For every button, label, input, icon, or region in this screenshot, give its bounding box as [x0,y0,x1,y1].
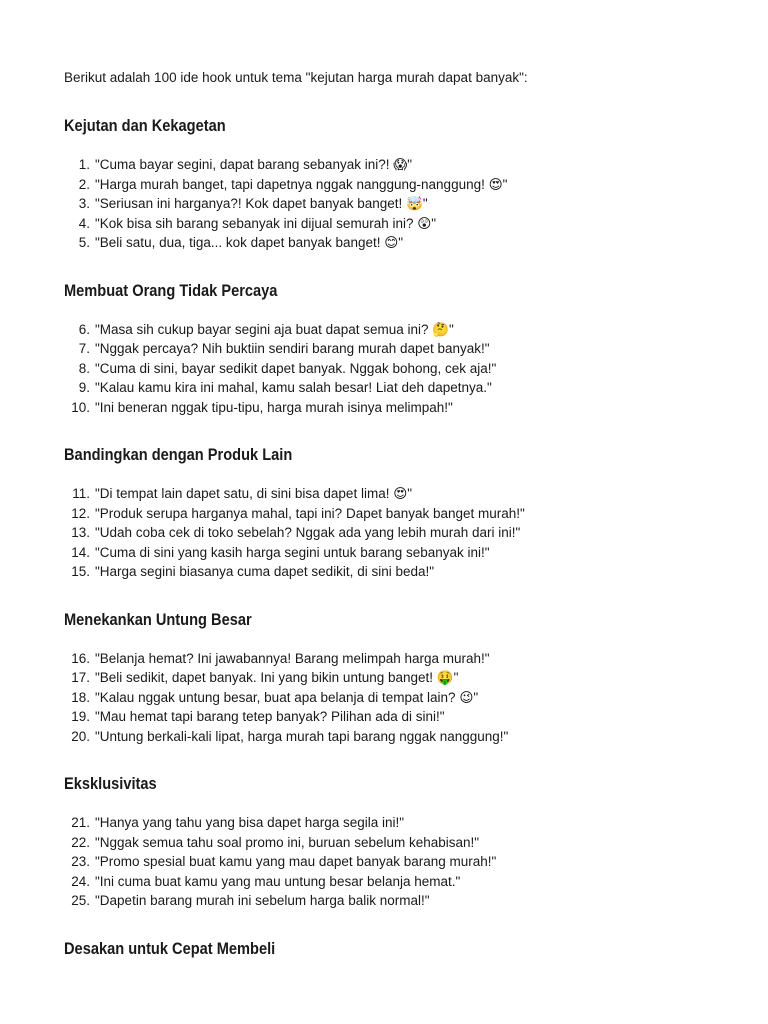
section-heading: Desakan untuk Cepat Membeli [64,938,276,958]
list-item-text: "Nggak percaya? Nih buktiin sendiri barang murah dapet banyak!" [95,341,490,356]
list-item-number: 21. [71,815,90,830]
list-item [64,484,724,504]
hook-list [64,484,724,582]
list-item-text: "Nggak semua tahu soal promo ini, buruan sebelum kehabisan!" [95,834,480,850]
list-item [64,891,724,911]
list-item [64,339,724,359]
list-item [64,543,724,563]
list-item-text: "Kok bisa sih barang sebanyak ini dijual semurah ini? 😲" [95,215,437,231]
list-item [64,707,724,727]
section-heading: Membuat Orang Tidak Percaya [64,280,278,300]
list-item-text: "Masa sih cukup bayar segini aja buat dapat semua ini? 🤔" [95,321,454,337]
list-item-text: "Harga murah banget, tapi dapetnya nggak nanggung-nanggung! 😍" [95,176,508,192]
section-heading: Bandingkan dengan Produk Lain [64,445,293,464]
list-item-number: 20. [71,728,90,744]
list-item [64,852,724,872]
list-item-number: 25. [71,893,90,908]
list-item-text: "Seriusan ini harganya?! Kok dapet banyak banget! 🤯" [95,196,428,211]
section-heading: Eksklusivitas [64,774,157,793]
list-item-text: "Beli sedikit, dapet banyak. Ini yang bikin untung banget! 🤑" [95,670,459,685]
list-item-text: "Kalau nggak untung besar, buat apa belanja di tempat lain? 😉" [95,689,479,705]
list-item-text: "Cuma di sini yang kasih harga segini untuk barang sebanyak ini!" [95,544,490,560]
list-item-text: "Beli satu, dua, tiga... kok dapet banyak banget! 😊" [95,235,404,250]
section [64,280,724,418]
list-item-number: 12. [71,505,90,521]
list-item [64,872,724,892]
section [64,444,724,582]
list-item-number: 24. [71,873,90,889]
list-item-text: "Di tempat lain dapet satu, di sini bisa dapet lima! 😍" [95,486,413,501]
list-item-number: 13. [71,525,90,540]
hook-list [64,813,724,911]
list-item [64,359,724,379]
list-item-number: 10. [71,399,90,415]
list-item-text: "Ini cuma buat kamu yang mau untung besar belanja hemat." [95,873,461,889]
hook-list [64,649,724,747]
section [64,773,724,911]
list-item-text: "Mau hemat tapi barang tetep banyak? Pilihan ada di sini!" [95,709,445,724]
list-item-number: 6. [78,321,90,337]
hook-list [64,155,724,253]
intro-text: Berikut adalah 100 ide hook untuk tema "kejutan harga murah dapat banyak": [64,70,528,85]
list-item-text: "Kalau kamu kira ini mahal, kamu salah besar! Liat deh dapetnya." [95,380,492,395]
list-item-text: "Produk serupa harganya mahal, tapi ini? Dapet banyak banget murah!" [95,505,525,521]
list-item-number: 17. [71,670,90,685]
list-item-number: 23. [71,854,90,869]
list-item [64,398,724,418]
list-item-number: 16. [71,650,90,666]
hook-list [64,320,724,418]
list-item [64,214,724,234]
list-item [64,833,724,853]
list-item-number: 3. [78,196,90,211]
list-item-number: 5. [78,235,90,250]
list-item [64,320,724,340]
section-heading: Kejutan dan Kekagetan [64,116,226,135]
section [64,609,724,747]
list-item [64,194,724,214]
list-item [64,668,724,688]
list-item [64,688,724,708]
sections-container [64,115,724,960]
list-item-number: 8. [78,360,90,376]
list-item-number: 19. [71,709,90,724]
list-item-number: 18. [71,689,90,705]
list-item-number: 1. [78,157,90,172]
list-item-number: 11. [72,486,90,501]
list-item-text: "Cuma di sini, bayar sedikit dapet banyak. Nggak bohong, cek aja!" [95,360,497,376]
list-item [64,233,724,253]
section [64,115,724,253]
list-item-text: "Promo spesial buat kamu yang mau dapet banyak barang murah!" [95,854,497,869]
list-item [64,155,724,175]
section [64,938,724,960]
list-item-text: "Belanja hemat? Ini jawabannya! Barang melimpah harga murah!" [95,650,490,666]
section-heading: Menekankan Untung Besar [64,609,252,629]
list-item-text: "Cuma bayar segini, dapat barang sebanyak ini?! 😱" [95,157,413,172]
list-item-number: 4. [78,215,90,231]
list-item-text: "Harga segini biasanya cuma dapet sedikit, di sini beda!" [95,564,435,579]
list-item-number: 9. [78,380,90,395]
list-item-number: 22. [71,834,90,850]
list-item [64,727,724,747]
list-item [64,562,724,582]
list-item-number: 7. [78,341,90,356]
list-item-text: "Dapetin barang murah ini sebelum harga balik normal!" [95,893,430,908]
list-item-number: 15. [71,564,90,579]
document-page [64,68,724,960]
list-item [64,378,724,398]
list-item [64,813,724,833]
list-item-number: 2. [78,176,90,192]
list-item-text: "Udah coba cek di toko sebelah? Nggak ada yang lebih murah dari ini!" [95,525,521,540]
list-item-text: "Untung berkali-kali lipat, harga murah tapi barang nggak nanggung!" [95,728,509,744]
list-item-number: 14. [71,544,90,560]
list-item [64,523,724,543]
list-item [64,649,724,669]
list-item-text: "Hanya yang tahu yang bisa dapet harga segila ini!" [95,815,405,830]
list-item [64,175,724,195]
list-item [64,504,724,524]
list-item-text: "Ini beneran nggak tipu-tipu, harga murah isinya melimpah!" [95,399,453,415]
